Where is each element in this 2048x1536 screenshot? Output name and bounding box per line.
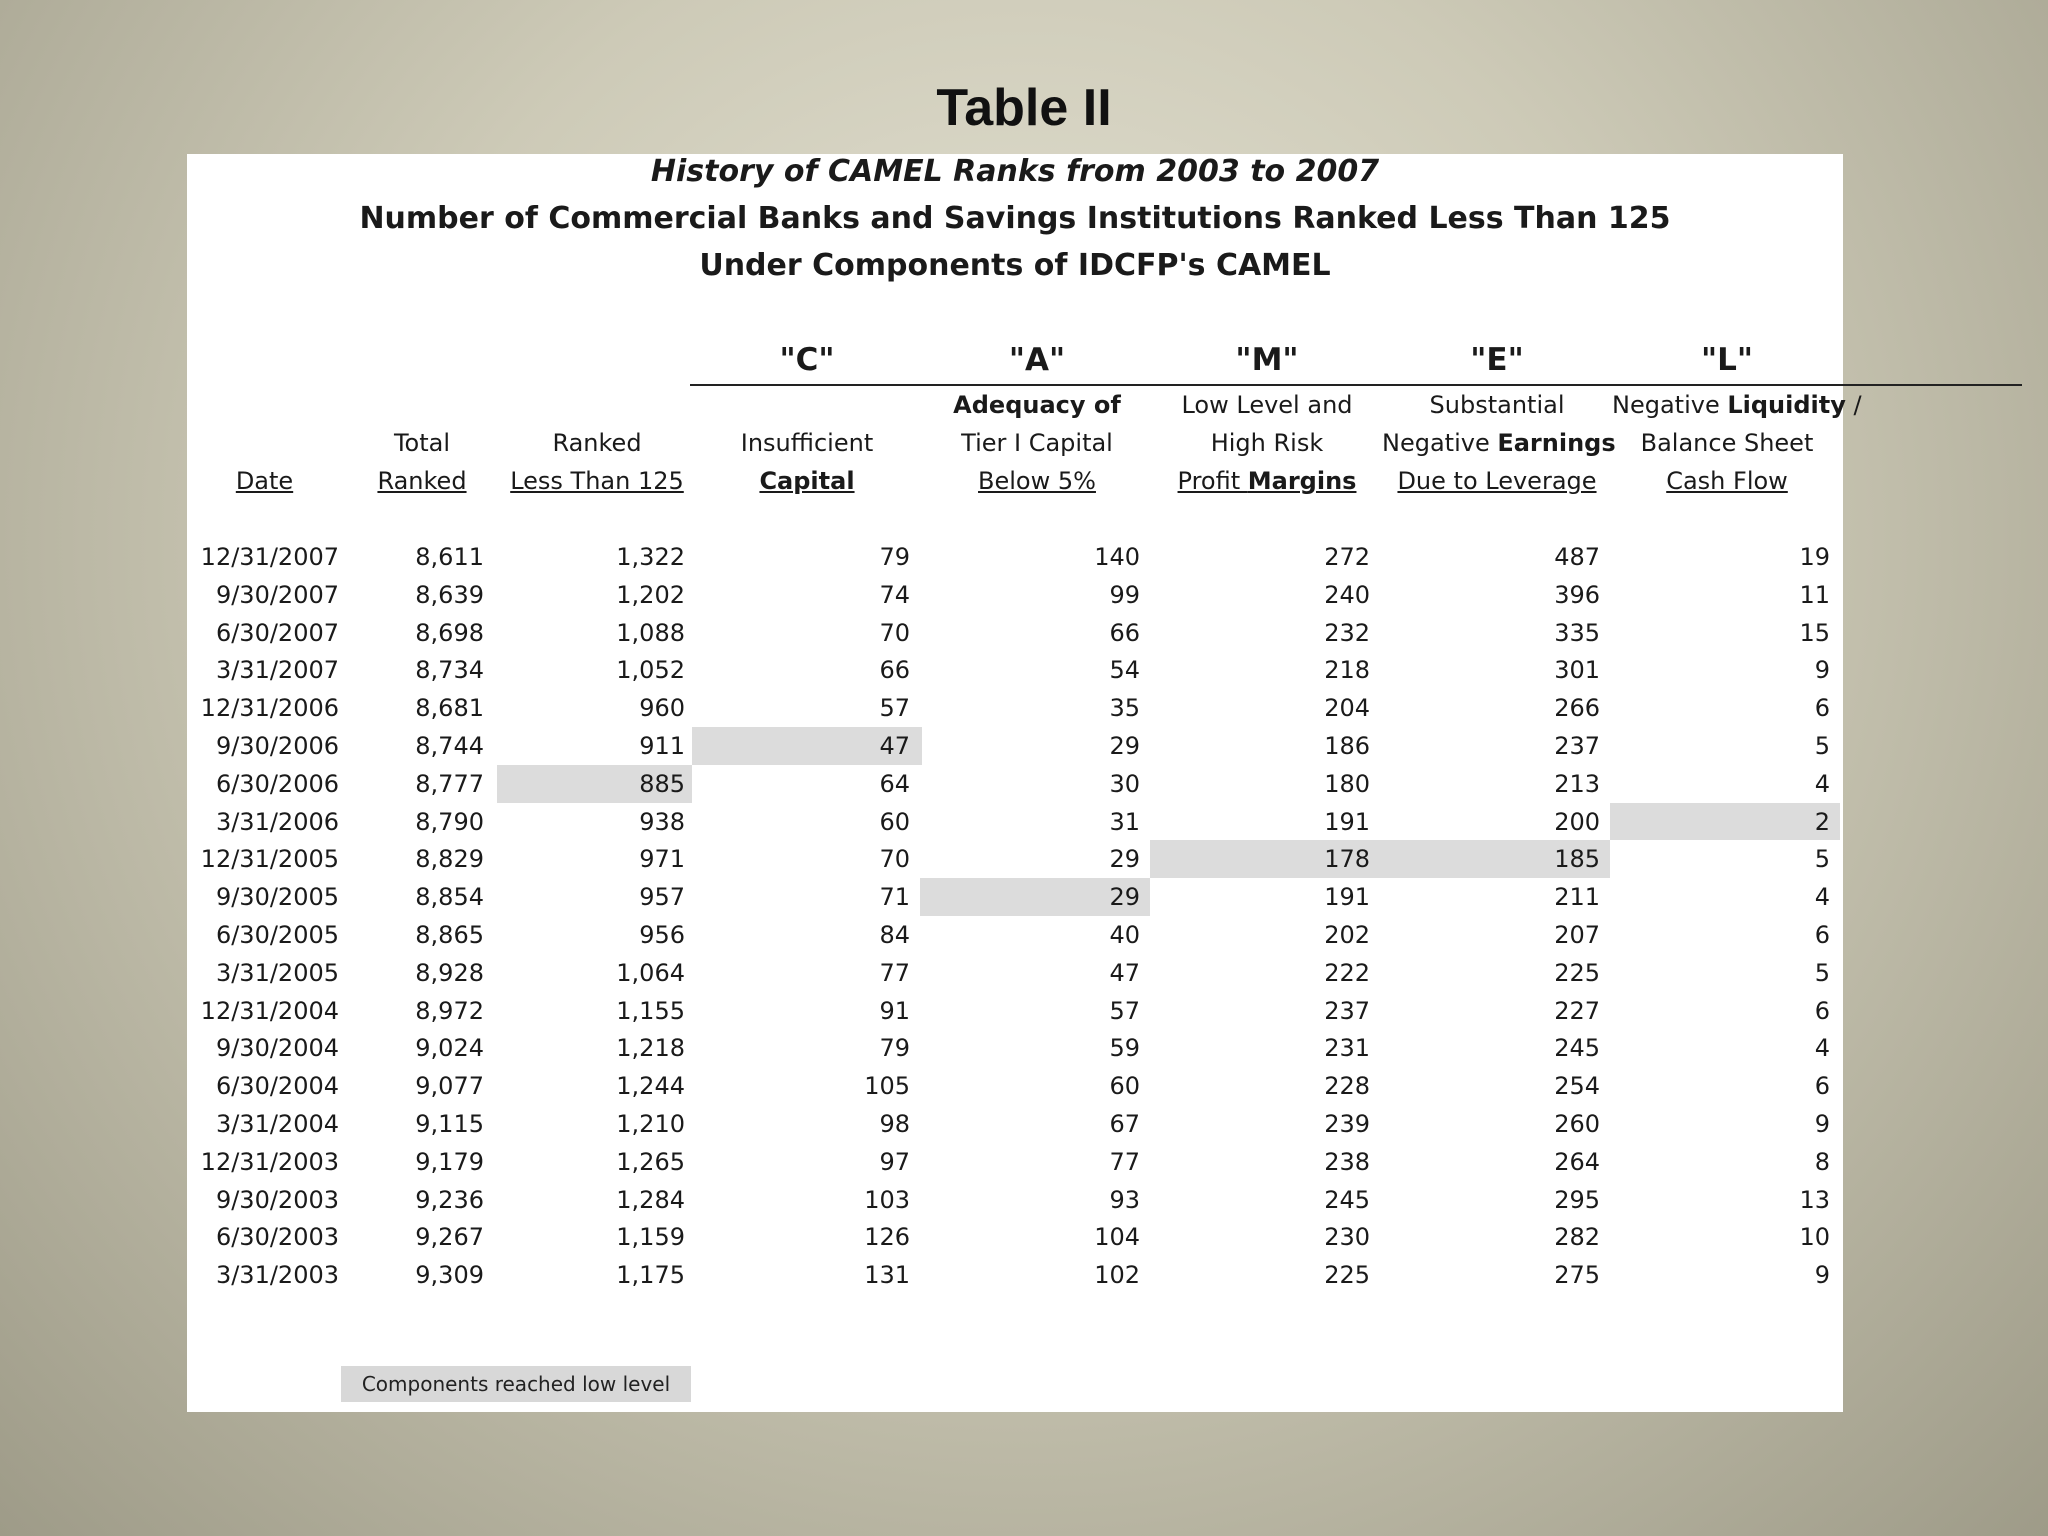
cell-e-earnings: 207 <box>1554 920 1600 949</box>
cell-total-ranked: 9,309 <box>415 1261 484 1290</box>
header-a <box>922 386 1152 500</box>
cell-c-insufficient-capital: 57 <box>879 694 910 723</box>
cell-l-liquidity: 6 <box>1814 920 1830 949</box>
header-l-line3: Cash Flow <box>1666 467 1788 495</box>
table-row <box>187 689 1843 727</box>
cell-c-insufficient-capital: 79 <box>879 543 910 571</box>
cell-l-liquidity: 11 <box>1799 580 1830 609</box>
cell-a-adequacy: 47 <box>1109 958 1140 987</box>
cell-l-liquidity: 9 <box>1814 1109 1830 1138</box>
header-total-ranked <box>342 424 502 500</box>
cell-total-ranked: 8,681 <box>415 694 484 723</box>
cell-c-insufficient-capital: 70 <box>879 845 910 874</box>
cell-total-ranked: 8,777 <box>415 769 484 798</box>
cell-total-ranked: 8,744 <box>415 731 484 760</box>
header-c <box>692 424 922 500</box>
cell-total-ranked: 9,024 <box>415 1034 484 1063</box>
cell-e-earnings: 295 <box>1554 1185 1600 1214</box>
header-e-line1: Substantial <box>1429 391 1565 419</box>
cell-l-liquidity: 6 <box>1814 1072 1830 1101</box>
cell-m-margins: 191 <box>1324 807 1370 836</box>
header-e-line2 <box>1382 424 1616 462</box>
cell-total-ranked: 8,639 <box>415 580 484 609</box>
cell-ranked-less-than-125: 1,284 <box>616 1185 685 1214</box>
cell-e-earnings: 227 <box>1554 996 1600 1025</box>
cell-ranked-less-than-125: 971 <box>639 845 685 874</box>
cell-m-margins: 204 <box>1324 694 1370 723</box>
header-m-line3-a: Profit <box>1177 467 1248 495</box>
header-a-line2: Tier I Capital <box>961 429 1113 457</box>
table-row <box>187 878 1843 916</box>
cell-ranked-less-than-125: 1,244 <box>616 1072 685 1101</box>
cell-total-ranked: 9,267 <box>415 1223 484 1252</box>
cell-date: 12/31/2006 <box>200 694 339 723</box>
cell-a-adequacy: 54 <box>1109 656 1140 685</box>
cell-date: 6/30/2005 <box>215 920 339 949</box>
cell-ranked-less-than-125: 911 <box>639 731 685 760</box>
cell-ranked-less-than-125: 1,202 <box>616 580 685 609</box>
cell-a-adequacy: 40 <box>1109 920 1140 949</box>
cell-m-margins: 191 <box>1324 883 1370 912</box>
header-a-line1: Adequacy of <box>953 391 1121 419</box>
cell-e-earnings: 264 <box>1554 1147 1600 1176</box>
header-m-line3 <box>1152 462 1382 500</box>
table-panel <box>187 154 1862 1412</box>
cell-a-adequacy: 31 <box>1109 807 1140 836</box>
table-row <box>187 1029 1843 1067</box>
cell-m-margins: 231 <box>1324 1034 1370 1063</box>
cell-l-liquidity: 9 <box>1814 1261 1830 1290</box>
cell-l-liquidity: 10 <box>1799 1223 1830 1252</box>
cell-m-margins: 225 <box>1324 1261 1370 1290</box>
table-row <box>187 727 1843 765</box>
cell-date: 9/30/2006 <box>215 731 339 760</box>
cell-date: 6/30/2006 <box>215 769 339 798</box>
header-date <box>187 462 342 500</box>
cell-ranked-less-than-125: 1,218 <box>616 1034 685 1063</box>
cell-m-margins: 245 <box>1324 1185 1370 1214</box>
cell-e-earnings: 211 <box>1554 883 1600 912</box>
cell-l-liquidity: 6 <box>1814 996 1830 1025</box>
cell-c-insufficient-capital: 97 <box>879 1147 910 1176</box>
cell-l-liquidity: 4 <box>1814 883 1830 912</box>
component-letter-m: "M" <box>1235 342 1299 378</box>
header-l-line1-a: Negative <box>1612 391 1728 419</box>
component-letter-l: "L" <box>1700 342 1754 378</box>
cell-total-ranked: 8,611 <box>415 543 484 571</box>
cell-e-earnings: 266 <box>1554 694 1600 723</box>
cell-date: 6/30/2007 <box>215 618 339 647</box>
header-l-line1-c: / <box>1845 391 1862 419</box>
cell-date: 9/30/2005 <box>215 883 339 912</box>
legend-low-level: Components reached low level <box>341 1366 691 1402</box>
table-row <box>187 1218 1843 1256</box>
cell-ranked-less-than-125: 1,175 <box>616 1261 685 1290</box>
cell-date: 6/30/2003 <box>215 1223 339 1252</box>
header-date-label: Date <box>235 467 294 495</box>
cell-total-ranked: 9,179 <box>415 1147 484 1176</box>
table-row <box>187 954 1843 992</box>
cell-m-margins: 180 <box>1324 769 1370 798</box>
cell-total-ranked: 8,928 <box>415 958 484 987</box>
cell-c-insufficient-capital: 98 <box>879 1109 910 1138</box>
header-c-line2: Capital <box>759 467 855 495</box>
cell-date: 3/31/2007 <box>215 656 339 685</box>
cell-c-insufficient-capital: 84 <box>879 920 910 949</box>
cell-total-ranked: 9,077 <box>415 1072 484 1101</box>
header-l <box>1612 386 1862 500</box>
cell-ranked-less-than-125: 1,322 <box>616 543 685 571</box>
cell-a-adequacy: 140 <box>1094 543 1140 571</box>
cell-total-ranked: 9,236 <box>415 1185 484 1214</box>
cell-date: 12/31/2004 <box>200 996 339 1025</box>
cell-c-insufficient-capital: 103 <box>864 1185 910 1214</box>
cell-date: 9/30/2003 <box>215 1185 339 1214</box>
cell-total-ranked: 8,865 <box>415 920 484 949</box>
cell-m-margins: 186 <box>1324 731 1370 760</box>
cell-a-adequacy: 57 <box>1109 996 1140 1025</box>
cell-e-earnings: 245 <box>1554 1034 1600 1063</box>
cell-date: 6/30/2004 <box>215 1072 339 1101</box>
cell-m-margins: 232 <box>1324 618 1370 647</box>
cell-date: 12/31/2005 <box>200 845 339 874</box>
header-m-line3-b: Margins <box>1247 467 1357 495</box>
cell-l-liquidity: 2 <box>1814 807 1830 836</box>
cell-e-earnings: 254 <box>1554 1072 1600 1101</box>
cell-ranked-less-than-125: 1,210 <box>616 1109 685 1138</box>
cell-l-liquidity: 8 <box>1814 1147 1830 1176</box>
table-body <box>187 538 1843 1294</box>
table-row <box>187 1143 1843 1181</box>
cell-date: 9/30/2007 <box>215 580 339 609</box>
cell-c-insufficient-capital: 70 <box>879 618 910 647</box>
cell-m-margins: 237 <box>1324 996 1370 1025</box>
cell-date: 12/31/2007 <box>200 543 339 571</box>
cell-l-liquidity: 6 <box>1814 694 1830 723</box>
cell-ranked-less-than-125: 1,088 <box>616 618 685 647</box>
cell-ranked-less-than-125: 956 <box>639 920 685 949</box>
cell-ranked-less-than-125: 957 <box>639 883 685 912</box>
header-total-line1: Total <box>393 429 451 457</box>
cell-m-margins: 218 <box>1324 656 1370 685</box>
cell-ranked-less-than-125: 1,052 <box>616 656 685 685</box>
cell-c-insufficient-capital: 131 <box>864 1261 910 1290</box>
cell-e-earnings: 237 <box>1554 731 1600 760</box>
table-row <box>187 1105 1843 1143</box>
cell-a-adequacy: 104 <box>1094 1223 1140 1252</box>
cell-date: 9/30/2004 <box>215 1034 339 1063</box>
header-m-line2: High Risk <box>1210 429 1324 457</box>
cell-e-earnings: 200 <box>1554 807 1600 836</box>
cell-a-adequacy: 29 <box>1109 845 1140 874</box>
cell-a-adequacy: 29 <box>1109 883 1140 912</box>
cell-c-insufficient-capital: 71 <box>879 883 910 912</box>
cell-l-liquidity: 5 <box>1814 958 1830 987</box>
cell-m-margins: 228 <box>1324 1072 1370 1101</box>
cell-date: 3/31/2006 <box>215 807 339 836</box>
cell-e-earnings: 213 <box>1554 769 1600 798</box>
table-row <box>187 651 1843 689</box>
table-subtitle-history: History of CAMEL Ranks from 2003 to 2007 <box>650 154 1380 189</box>
header-m <box>1152 386 1382 500</box>
cell-m-margins: 222 <box>1324 958 1370 987</box>
cell-total-ranked: 8,698 <box>415 618 484 647</box>
table-row <box>187 992 1843 1030</box>
cell-ranked-less-than-125: 1,155 <box>616 996 685 1025</box>
header-ranked-line1: Ranked <box>552 429 642 457</box>
cell-date: 3/31/2004 <box>215 1109 339 1138</box>
cell-c-insufficient-capital: 77 <box>879 958 910 987</box>
header-e <box>1382 386 1616 500</box>
cell-ranked-less-than-125: 1,159 <box>616 1223 685 1252</box>
cell-l-liquidity: 5 <box>1814 845 1830 874</box>
header-total-line2: Ranked <box>377 467 467 495</box>
cell-l-liquidity: 5 <box>1814 731 1830 760</box>
cell-a-adequacy: 67 <box>1109 1109 1140 1138</box>
slide-title: Table II <box>936 79 1112 137</box>
cell-e-earnings: 396 <box>1554 580 1600 609</box>
cell-e-earnings: 260 <box>1554 1109 1600 1138</box>
cell-a-adequacy: 102 <box>1094 1261 1140 1290</box>
cell-c-insufficient-capital: 79 <box>879 1034 910 1063</box>
cell-c-insufficient-capital: 126 <box>864 1223 910 1252</box>
header-l-line1-b: Liquidity <box>1727 391 1846 419</box>
cell-l-liquidity: 13 <box>1799 1185 1830 1214</box>
cell-date: 12/31/2003 <box>200 1147 339 1176</box>
table-row <box>187 1067 1843 1105</box>
component-letter-c: "C" <box>779 342 835 378</box>
cell-total-ranked: 9,115 <box>415 1109 484 1138</box>
cell-m-margins: 230 <box>1324 1223 1370 1252</box>
cell-e-earnings: 225 <box>1554 958 1600 987</box>
cell-l-liquidity: 4 <box>1814 1034 1830 1063</box>
cell-ranked-less-than-125: 938 <box>639 807 685 836</box>
cell-l-liquidity: 15 <box>1799 618 1830 647</box>
cell-c-insufficient-capital: 47 <box>879 731 910 760</box>
cell-ranked-less-than-125: 1,064 <box>616 958 685 987</box>
component-letter-a: "A" <box>1008 342 1066 378</box>
cell-a-adequacy: 93 <box>1109 1185 1140 1214</box>
table-row <box>187 1181 1843 1219</box>
header-c-line1: Insufficient <box>740 429 874 457</box>
cell-m-margins: 178 <box>1324 845 1370 874</box>
cell-ranked-less-than-125: 1,265 <box>616 1147 685 1176</box>
cell-total-ranked: 8,829 <box>415 845 484 874</box>
cell-l-liquidity: 9 <box>1814 656 1830 685</box>
cell-m-margins: 272 <box>1324 543 1370 571</box>
table-row <box>187 538 1843 576</box>
header-m-line1: Low Level and <box>1181 391 1353 419</box>
cell-a-adequacy: 77 <box>1109 1147 1140 1176</box>
cell-a-adequacy: 35 <box>1109 694 1140 723</box>
cell-e-earnings: 301 <box>1554 656 1600 685</box>
table-subtitle-components: Under Components of IDCFP's CAMEL <box>699 248 1331 283</box>
cell-a-adequacy: 99 <box>1109 580 1140 609</box>
cell-ranked-less-than-125: 960 <box>639 694 685 723</box>
cell-c-insufficient-capital: 74 <box>879 580 910 609</box>
header-e-line2-a: Negative <box>1382 429 1498 457</box>
header-l-line2: Balance Sheet <box>1640 429 1814 457</box>
cell-total-ranked: 8,854 <box>415 883 484 912</box>
cell-a-adequacy: 30 <box>1109 769 1140 798</box>
cell-c-insufficient-capital: 64 <box>879 769 910 798</box>
table-row <box>187 916 1843 954</box>
cell-e-earnings: 282 <box>1554 1223 1600 1252</box>
table-row <box>187 614 1843 652</box>
cell-c-insufficient-capital: 105 <box>864 1072 910 1101</box>
cell-date: 3/31/2003 <box>215 1261 339 1290</box>
table-subtitle-count: Number of Commercial Banks and Savings Institutions Ranked Less Than 125 <box>359 201 1671 236</box>
cell-total-ranked: 8,972 <box>415 996 484 1025</box>
cell-c-insufficient-capital: 91 <box>879 996 910 1025</box>
table-row <box>187 576 1843 614</box>
cell-m-margins: 239 <box>1324 1109 1370 1138</box>
header-l-line1 <box>1612 386 1862 424</box>
cell-ranked-less-than-125: 885 <box>639 769 685 798</box>
cell-a-adequacy: 59 <box>1109 1034 1140 1063</box>
cell-m-margins: 202 <box>1324 920 1370 949</box>
table-row <box>187 1256 1843 1294</box>
cell-e-earnings: 185 <box>1554 845 1600 874</box>
cell-a-adequacy: 66 <box>1109 618 1140 647</box>
component-letter-e: "E" <box>1470 342 1524 378</box>
table-row <box>187 765 1843 803</box>
cell-e-earnings: 335 <box>1554 618 1600 647</box>
table-row <box>187 840 1843 878</box>
header-ranked-line2: Less Than 125 <box>510 467 684 495</box>
cell-a-adequacy: 29 <box>1109 731 1140 760</box>
cell-a-adequacy: 60 <box>1109 1072 1140 1101</box>
cell-total-ranked: 8,790 <box>415 807 484 836</box>
table-row <box>187 803 1843 841</box>
cell-total-ranked: 8,734 <box>415 656 484 685</box>
cell-c-insufficient-capital: 66 <box>879 656 910 685</box>
cell-e-earnings: 275 <box>1554 1261 1600 1290</box>
cell-m-margins: 240 <box>1324 580 1370 609</box>
cell-l-liquidity: 19 <box>1799 543 1830 571</box>
header-ranked-less-than <box>502 424 692 500</box>
cell-c-insufficient-capital: 60 <box>879 807 910 836</box>
cell-m-margins: 238 <box>1324 1147 1370 1176</box>
header-a-line3: Below 5% <box>978 467 1096 495</box>
cell-date: 3/31/2005 <box>215 958 339 987</box>
header-e-line2-b: Earnings <box>1497 429 1616 457</box>
cell-e-earnings: 487 <box>1554 543 1600 571</box>
cell-l-liquidity: 4 <box>1814 769 1830 798</box>
header-e-line3: Due to Leverage <box>1397 467 1597 495</box>
